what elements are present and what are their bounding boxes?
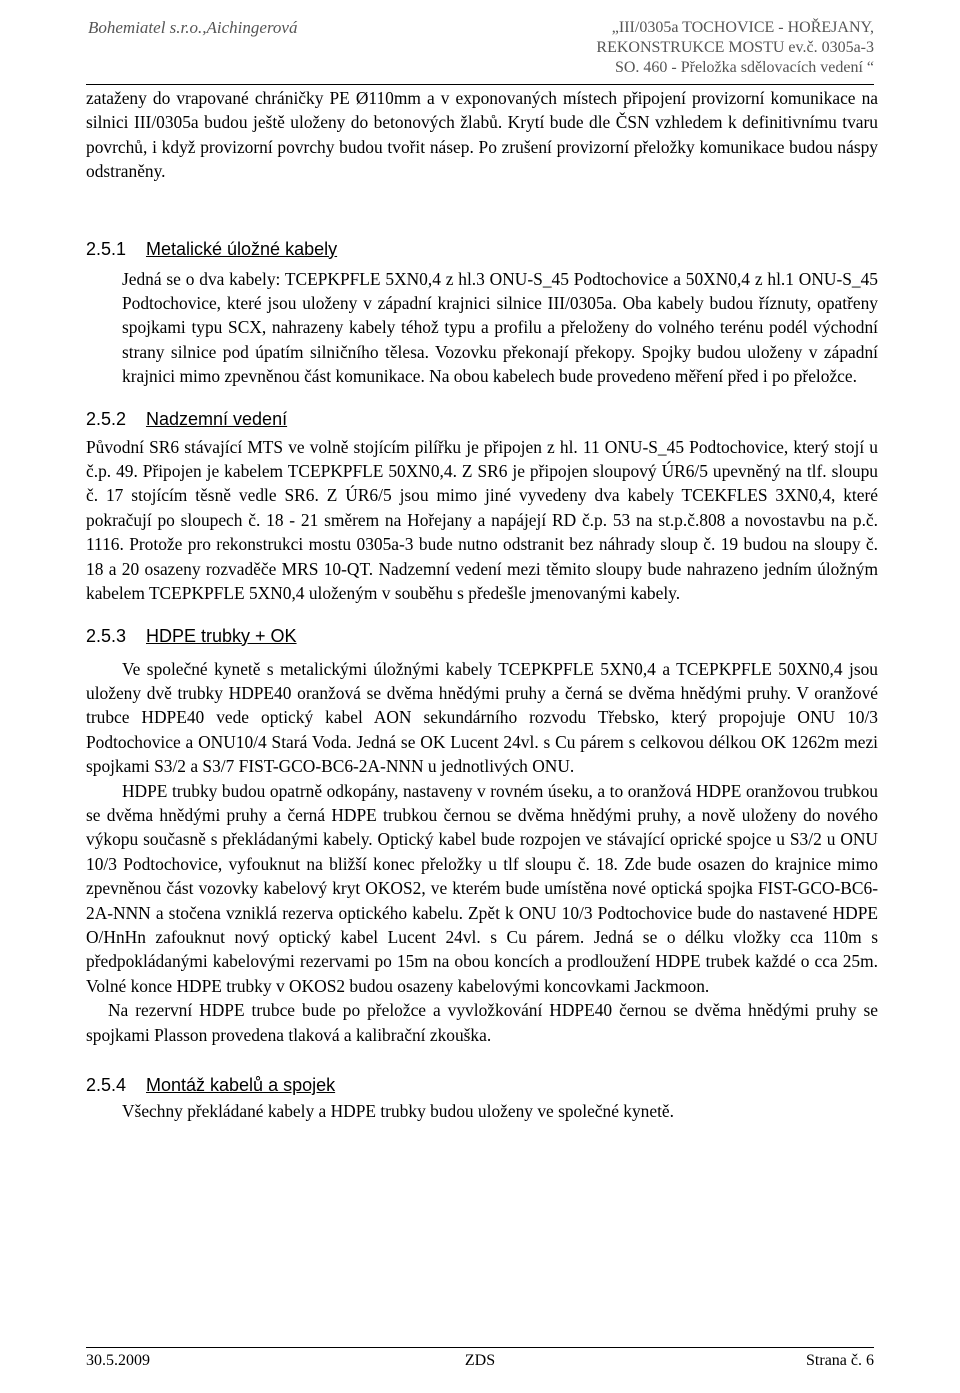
section-title: Metalické úložné kabely <box>146 238 338 259</box>
section-number: 2.5.2 <box>86 408 127 429</box>
section-paragraph: Jedná se o dva kabely: TCEPKPFLE 5XN0,4 z hl.3 ONU-S_45 Podtochovice a 50XN0,4 z hl.1 ONU-S_45 Podtochovice, které jsou uloženy v západní krajnici silnice III/0305a. Oba kabely budou říznuty, opatřeny spojkami typu SCX, nahrazeny kabely téhož typu a profilu a přeloženy do volného terénu podél východní strany silnice pod úpatím silničního tělesa. Vozovku překonají překopy. Spojky budou uloženy v západní krajnici mimo zpevněnou část komunikace. Na obou kabelech bude provedeno měření před i po přeložce. <box>122 268 878 387</box>
section-heading-2-5-3 <box>86 624 878 648</box>
section-paragraph: Ve společné kynetě s metalickými úložnými kabely TCEPKPFLE 5XN0,4 a TCEPKPFLE 50XN0,4 jsou uloženy dvě trubky HDPE40 oranžová se dvěma hnědými pruhy a černá se dvěma hnědými pruhy. V oranžové trubce HDPE40 vede optický kabel AON sekundárního rozvodu Třebsko, který propojuje ONU 10/3 Podtochovice a ONU10/4 Stará Voda. Jedná se OK Lucent 24vl. s Cu párem s celkovou délkou OK 1262m mezi spojkami S3/2 a S3/7 FIST-GCO-BC6-2A-NNN u jednotlivých ONU. <box>86 658 878 777</box>
footer-rule <box>86 1347 874 1348</box>
section-number: 2.5.3 <box>86 625 127 646</box>
footer-label: ZDS <box>464 1352 496 1369</box>
section-title: Nadzemní vedení <box>146 408 288 429</box>
section-heading-2-5-2 <box>86 407 878 431</box>
section-paragraph: Původní SR6 stávající MTS ve volně stojícím pilířku je připojen z hl. 11 ONU-S_45 Podtochovice, který stojí u č.p. 49. Připojen je kabelem TCEPKPFLE 50XN0,4. Z SR6 je připojen sloupový ÚR6/5 upevněný na tlf. sloupu č. 17 stojícím těsně vedle SR6. Z ÚR6/5 jsou mimo jiné vyvedeny dva kabely TCEKFLES 3XN0,4, které pokračují po sloupech č. 18 - 21 směrem na Hořejany a napájejí RD č.p. 53 na st.p.č.808 a novostavbu na p.č. 1116. Protože pro rekonstrukci mostu 0305a-3 bude nutno odstranit bez náhrady sloup č. 19 budou na sloupy č. 18 a 20 osazeny rozvaděče MRS 10-QT. Nadzemní vedení mezi těmito sloupy bude nahrazeno jedním úložným kabelem TCEPKPFLE 5XN0,4 uloženým v souběhu s předešle jmenovanými kabely. <box>86 436 878 604</box>
header-project-line-2: REKONSTRUKCE MOSTU ev.č. 0305a-3 <box>596 39 874 56</box>
header-project-line-3: SO. 460 - Přeložka sdělovacích vedení “ <box>614 59 874 76</box>
footer-page-number: Strana č. 6 <box>806 1352 874 1369</box>
section-paragraph: HDPE trubky budou opatrně odkopány, nastaveny v rovném úseku, a to oranžová HDPE oranžovou trubkou se dvěma hnědými pruhy a černá HDPE trubkou černou se dvěma hnědými pruhy, a nově uloženy do nového výkopu současně s překládanými kabely. Optický kabel bude rozpojen ve stávající oprické spojce u S3/2 u ONU 10/3 Podtochovice, vyfouknut na bližší konec přeložky u tlf sloupu č. 18. Zde bude osazen do krajnice mimo zpevněnou část vozovky kabelový kryt OKOS2, ve kterém bude umístěna nové optická spojka FIST-GCO-BC6-2A-NNN a stočena vzniklá rezerva optického kabelu. Zpět k ONU 10/3 Podtochovice bude do nastavené HDPE O/HnHn zafouknut nový optický kabel Lucent 24vl. s Cu párem. Jedná se o délku vložky cca 110m s předpokládanými kabelovými rezervami po 15m na obou koncích a prodloužení HDPE trubek každé o cca 25m. Volné konce HDPE trubky v OKOS2 budou osazeny kabelovými koncovkami Jackmoon. <box>86 780 878 996</box>
section-paragraph: Všechny překládané kabely a HDPE trubky budou uloženy ve společné kynetě. <box>122 1101 674 1121</box>
header-project-line-1: „III/0305a TOCHOVICE - HOŘEJANY, <box>611 19 874 36</box>
section-number: 2.5.4 <box>86 1075 127 1095</box>
section-heading-2-5-4 <box>86 1073 878 1097</box>
section-paragraph: Na rezervní HDPE trubce bude po přeložce a vyvložkování HDPE40 černou se dvěma hnědými pruhy se spojkami Plasson provedena tlaková a kalibrační zkouška. <box>86 1000 878 1045</box>
footer-date: 30.5.2009 <box>86 1352 150 1369</box>
header-company: Bohemiatel s.r.o.,Aichingerová <box>88 18 298 37</box>
section-number: 2.5.1 <box>86 238 127 259</box>
section-title: HDPE trubky + OK <box>146 625 297 646</box>
section-heading-2-5-1 <box>86 237 878 261</box>
header-project <box>454 18 874 78</box>
page-body <box>86 84 878 1123</box>
section-title: Montáž kabelů a spojek <box>146 1075 336 1095</box>
intro-paragraph: zataženy do vrapované chráničky PE Ø110mm a v exponovaných místech připojení provizorní komunikace na silnici III/0305a budou ještě uloženy do betonových žlabů. Krytí bude dle ČSN vzhledem k definitivnímu tvaru povrchů, i když provizorní povrchy budou tvořit násep. Po zrušení provizorní přeložky komunikace budou náspy odstraněny. <box>86 88 878 182</box>
